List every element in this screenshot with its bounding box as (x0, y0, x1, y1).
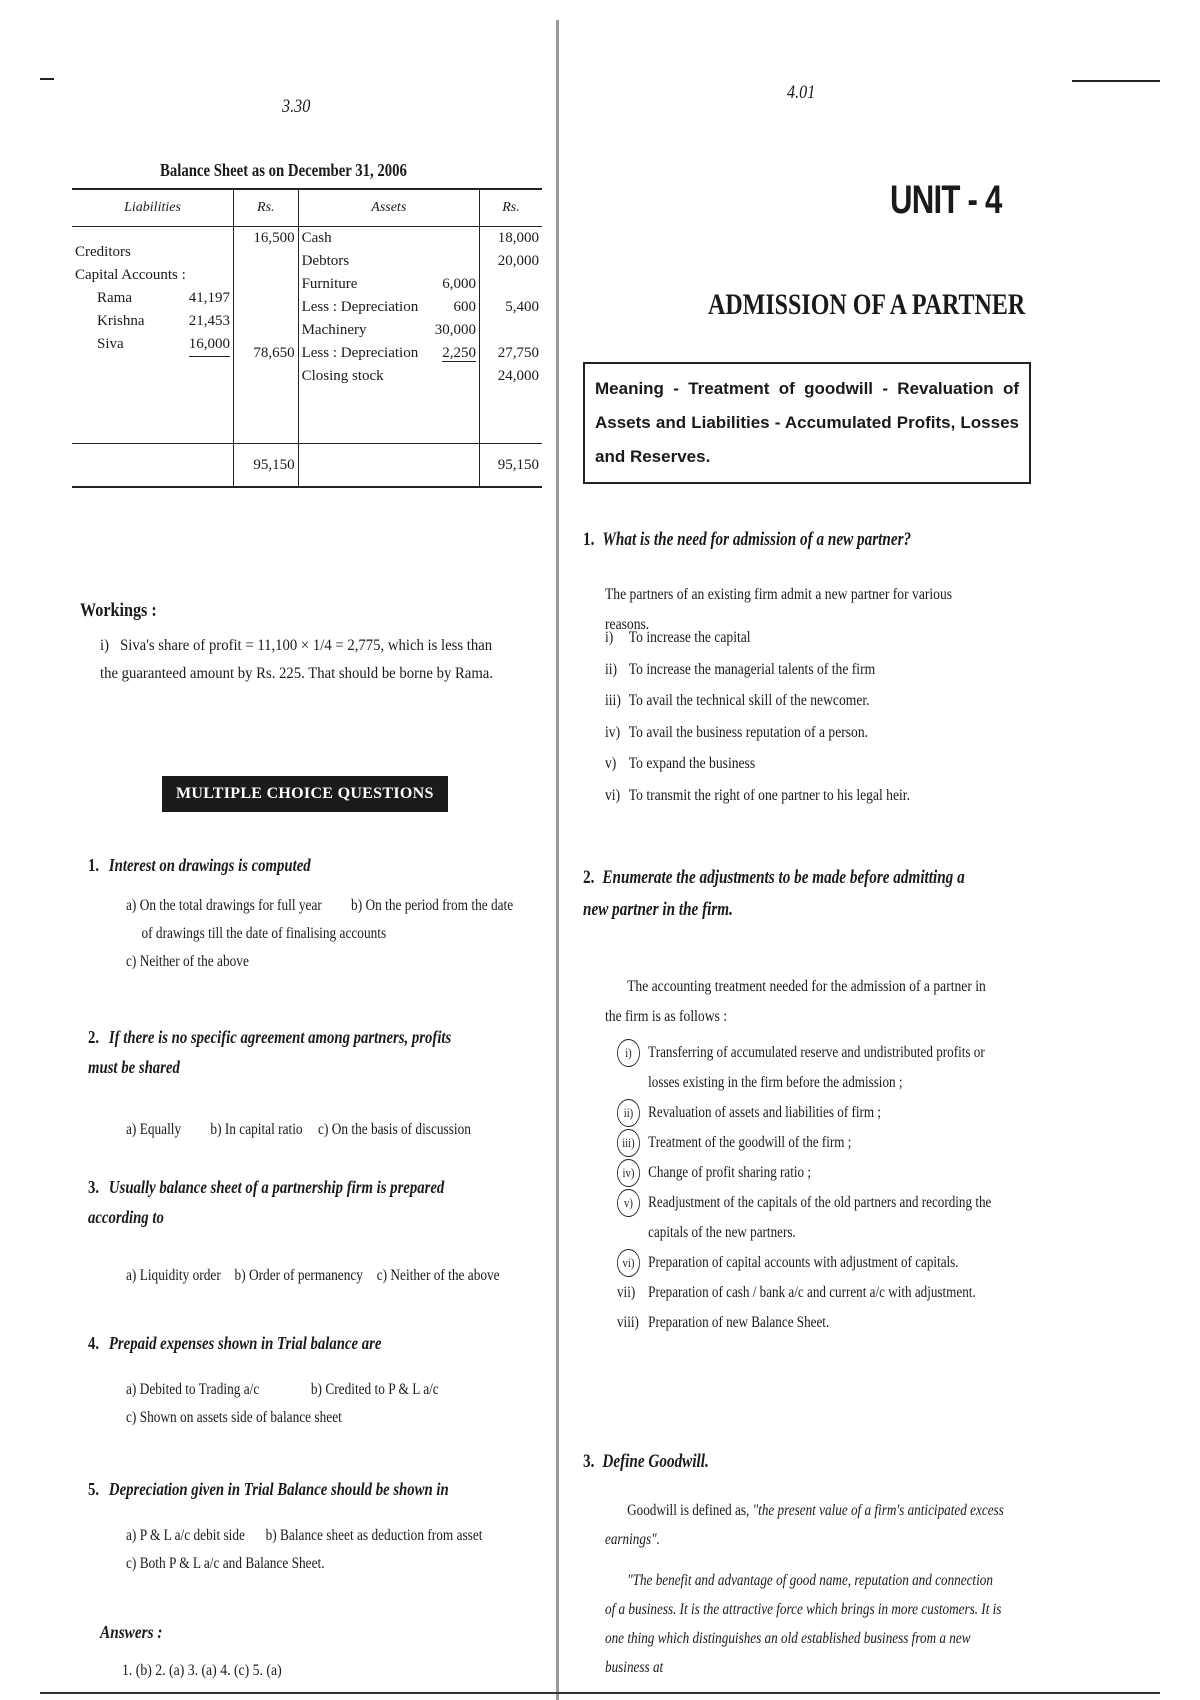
balance-sheet-title: Balance Sheet as on December 31, 2006 (160, 160, 407, 180)
furniture-gross: 6,000 (442, 276, 476, 292)
capital-accounts-label: Capital Accounts : (75, 267, 186, 283)
list-marker: iii) (605, 692, 621, 709)
list-marker: iii) (617, 1129, 640, 1157)
option-c: c) Neither of the above (126, 953, 249, 970)
asset-debtors: Debtors (301, 253, 350, 269)
creditors-value: 16,500 (253, 230, 295, 246)
option-b-continued: of drawings till the date of finalising accounts (141, 925, 387, 942)
partner-capital: 21,453 (188, 313, 231, 329)
capital-row (75, 310, 230, 333)
option-c: c) Neither of the above (376, 1267, 500, 1284)
question-text: Enumerate the adjustments to be made before admitting a new partner in the firm. (583, 867, 965, 920)
list-marker: iv) (605, 723, 621, 741)
question-text: Define Goodwill. (602, 1451, 709, 1472)
machinery-dep-value: 2,250 (442, 345, 476, 361)
balance-sheet-table (72, 188, 542, 488)
question-text: If there is no specific agreement among partners, profits must be shared (88, 1027, 452, 1077)
option-b: b) In capital ratio (210, 1121, 303, 1138)
asset-machinery: Machinery (301, 322, 367, 338)
list-text: Readjustment of the capitals of the old partners and recording the capitals of the new partners. (648, 1194, 992, 1241)
page-number: 3.30 (282, 96, 311, 117)
list-marker: viii) (617, 1314, 639, 1331)
answers-list: 1. (b) 2. (a) 3. (a) 4. (c) 5. (a) (122, 1662, 282, 1679)
reasons-list (605, 622, 971, 811)
list-text: To avail the business reputation of a person. (628, 723, 869, 741)
question-text: Usually balance sheet of a partnership firm is prepared according to (88, 1177, 445, 1227)
partner-capital: 16,000 (189, 333, 230, 357)
partner-capital: 41,197 (188, 290, 231, 306)
option-a: a) Equally (126, 1121, 182, 1138)
option-a: a) Liquidity order (126, 1267, 221, 1284)
furniture-net: 5,400 (505, 299, 539, 315)
adjustments-list (617, 1038, 994, 1338)
workings-heading: Workings : (80, 600, 157, 621)
question-text: Interest on drawings is computed (108, 855, 311, 875)
asset-cash: Cash (301, 230, 332, 246)
question-heading (583, 1446, 935, 1478)
list-text: Revaluation of assets and liabilities of firm ; (648, 1104, 881, 1121)
goodwill-definition (605, 1496, 1005, 1554)
workings-item (100, 632, 505, 688)
mcq-options (126, 1376, 504, 1432)
asset-machinery-dep: Less : Depreciation (301, 345, 419, 361)
book-gutter (556, 20, 559, 1700)
answers-heading: Answers : (100, 1622, 163, 1642)
question-number: 2. (583, 867, 595, 888)
question-number: 3. (583, 1451, 595, 1472)
question-number: 2. (88, 1027, 100, 1047)
assets-header: Assets (298, 189, 479, 227)
furniture-dep-value: 600 (453, 299, 476, 315)
chapter-title: ADMISSION OF A PARTNER (708, 288, 1026, 321)
question-text: Depreciation given in Trial Balance should be shown in (108, 1479, 449, 1499)
liabilities-header: Liabilities (72, 189, 234, 227)
question-number: 1. (583, 529, 595, 550)
list-item (605, 748, 971, 780)
machinery-net: 27,750 (497, 345, 539, 361)
list-text: To transmit the right of one partner to his legal heir. (628, 786, 910, 804)
option-a: a) P & L a/c debit side (126, 1527, 245, 1544)
paragraph: The accounting treatment needed for the admission of a partner in the firm is as follows : (605, 978, 986, 1025)
option-a: a) Debited to Trading a/c (126, 1381, 260, 1398)
right-page (575, 0, 1026, 1700)
paragraph: The partners of an existing firm admit a new partner for various reasons. (605, 586, 953, 633)
option-b: b) Order of permanency (234, 1267, 363, 1284)
rs-header: Rs. (479, 189, 542, 227)
list-text: Treatment of the goodwill of the firm ; (648, 1134, 852, 1151)
workings-marker: i) (100, 637, 109, 654)
asset-furniture: Furniture (301, 276, 358, 292)
list-text: Preparation of capital accounts with adjustment of capitals. (648, 1254, 959, 1271)
total-liabilities: 95,150 (234, 444, 299, 488)
question-number: 1. (88, 855, 100, 875)
list-marker: v) (605, 755, 617, 772)
option-c: c) Both P & L a/c and Balance Sheet. (126, 1555, 325, 1572)
mcq-options (126, 1522, 504, 1578)
option-c: c) On the basis of discussion (318, 1121, 471, 1138)
mcq-options (126, 1262, 504, 1290)
mcq-question (88, 1328, 465, 1358)
list-item (605, 717, 971, 749)
table-row (72, 227, 542, 444)
list-item (617, 1308, 994, 1338)
list-text: To increase the capital (628, 629, 751, 646)
list-item (617, 1098, 994, 1128)
mcq-question (88, 1474, 465, 1504)
list-item (605, 780, 971, 812)
list-marker: ii) (605, 660, 618, 678)
question-text: What is the need for admission of a new partner? (602, 529, 912, 550)
mcq-options (126, 892, 514, 976)
rs-header: Rs. (234, 189, 299, 227)
topics-box: Meaning - Treatment of goodwill - Revaluation of Assets and Liabilities - Accumulated Profits, Losses and Reserves. (583, 362, 1031, 484)
totals-row (72, 444, 542, 488)
edge-mark (1072, 80, 1160, 82)
definition-quote: "the present value of a firm's anticipated excess earnings". (605, 1502, 1004, 1548)
option-b: b) Balance sheet as deduction from asset (265, 1527, 483, 1544)
capital-total: 78,650 (253, 345, 295, 361)
list-text: Preparation of cash / bank a/c and current a/c with adjustment. (648, 1284, 976, 1301)
list-marker: vii) (617, 1284, 636, 1301)
machinery-gross: 30,000 (434, 322, 476, 338)
question-number: 4. (88, 1333, 100, 1353)
partner-name: Krishna (97, 313, 145, 329)
list-marker: i) (617, 1039, 640, 1067)
debtors-value: 20,000 (497, 253, 539, 269)
partner-name: Rama (97, 290, 132, 306)
list-marker: vi) (617, 1249, 640, 1277)
stock-value: 24,000 (497, 368, 539, 384)
question-number: 3. (88, 1177, 100, 1197)
definition-lead: Goodwill is defined as, (627, 1502, 753, 1519)
list-item (605, 654, 971, 686)
list-item (617, 1038, 994, 1098)
mcq-question (88, 1022, 465, 1082)
list-marker: v) (617, 1189, 640, 1217)
asset-stock: Closing stock (301, 368, 384, 384)
page-number: 4.01 (787, 82, 816, 103)
list-marker: vi) (605, 786, 621, 804)
option-a: a) On the total drawings for full year (126, 897, 322, 914)
unit-heading: UNIT - 4 (890, 178, 1002, 222)
list-marker: i) (605, 629, 614, 646)
capital-row (75, 333, 230, 357)
creditors-label: Creditors (75, 244, 131, 260)
list-item (617, 1248, 994, 1278)
question-number: 5. (88, 1479, 100, 1499)
list-text: To avail the technical skill of the newcomer. (628, 692, 870, 709)
list-item (605, 622, 971, 654)
capital-row (75, 287, 230, 310)
option-b: b) Credited to P & L a/c (310, 1381, 439, 1398)
question-heading (583, 862, 967, 926)
list-item (605, 685, 971, 717)
list-marker: ii) (617, 1099, 640, 1127)
list-marker: iv) (617, 1159, 640, 1187)
list-item (617, 1158, 994, 1188)
total-assets: 95,150 (479, 444, 542, 488)
partner-name: Siva (97, 336, 124, 352)
list-item (617, 1128, 994, 1158)
left-page (60, 0, 550, 1700)
list-text: Preparation of new Balance Sheet. (648, 1314, 830, 1331)
mcq-question (88, 850, 465, 880)
mcq-banner: MULTIPLE CHOICE QUESTIONS (162, 776, 448, 812)
option-b: b) On the period from the date (351, 897, 514, 914)
option-c: c) Shown on assets side of balance sheet (126, 1409, 342, 1426)
asset-furniture-dep: Less : Depreciation (301, 299, 419, 315)
mcq-options (126, 1116, 504, 1144)
list-text: Transferring of accumulated reserve and undistributed profits or losses existing in the firm before the admission ; (648, 1044, 985, 1091)
list-text: Change of profit sharing ratio ; (648, 1164, 812, 1181)
mcq-question (88, 1172, 465, 1232)
list-item (617, 1188, 994, 1248)
question-text: Prepaid expenses shown in Trial balance are (108, 1333, 382, 1353)
workings-text: Siva's share of profit = 11,100 × 1/4 = 2,775, which is less than the guaranteed amount by Rs. 225. That should be borne by Rama. (100, 637, 493, 682)
cash-value: 18,000 (497, 230, 539, 246)
list-text: To increase the managerial talents of the firm (628, 660, 876, 678)
list-text: To expand the business (628, 755, 756, 772)
edge-mark (40, 78, 54, 80)
list-item (617, 1278, 994, 1308)
question-heading (583, 524, 935, 556)
goodwill-paragraph: "The benefit and advantage of good name, reputation and connection of a business. It is the attractive force which brings in more customers. It is one thing which distinguishes an old established business from a new business at (605, 1572, 1002, 1676)
